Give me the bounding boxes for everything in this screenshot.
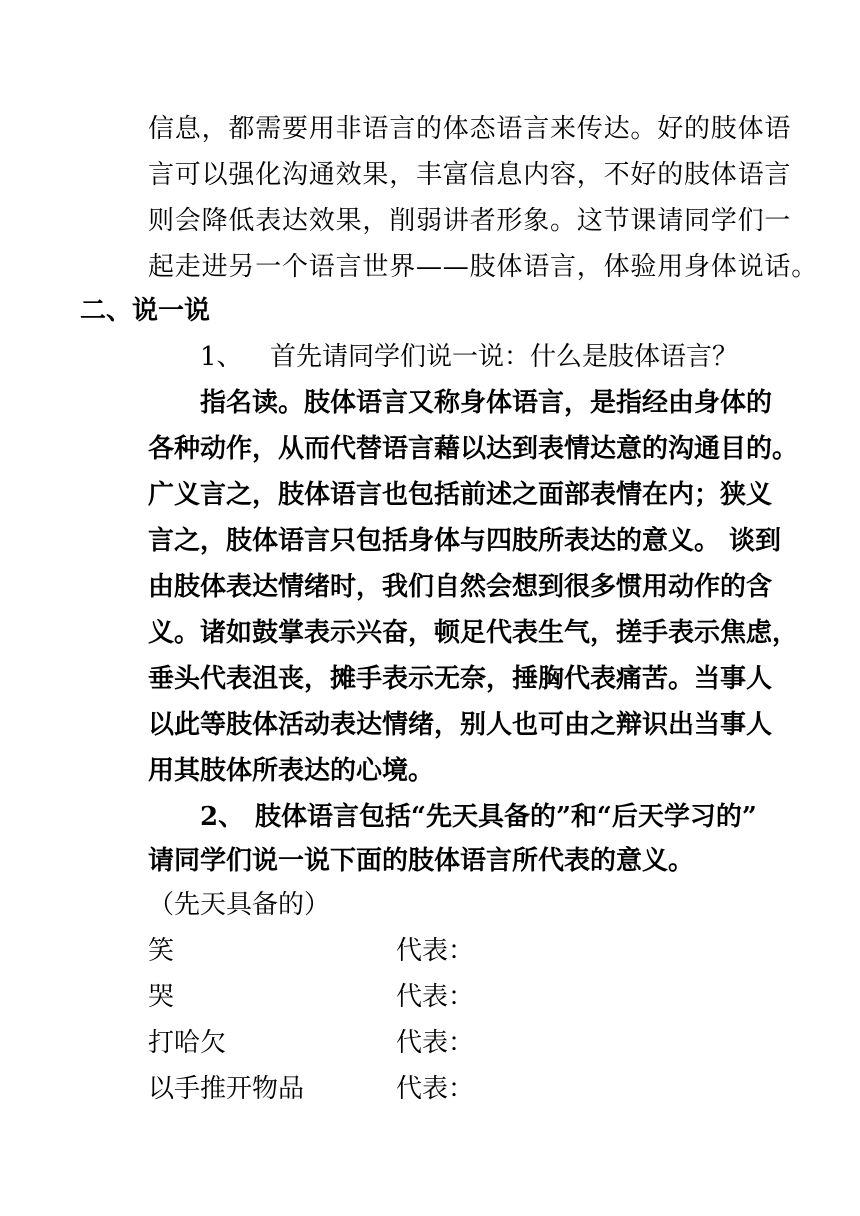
answer-line: 用其肢体所表达的心境。 (148, 756, 435, 786)
list-item (148, 1020, 474, 1066)
question-1 (200, 334, 738, 380)
meaning-label: 代表： (396, 1028, 475, 1058)
action-text: 打哈欠 (148, 1028, 227, 1058)
meaning-label: 代表： (396, 982, 475, 1012)
question-1-text: 首先请同学们说一说：什么是肢体语言？ (270, 342, 739, 372)
intro-line: 起走进另一个语言世界——肢体语言，体验用身体说话。 (148, 252, 819, 282)
intro-line: 信息，都需要用非语言的体态语言来传达。好的肢体语 (148, 114, 792, 144)
answer-line: 各种动作，从而代替语言藉以达到表情达意的沟通目的。 (148, 434, 799, 464)
section-heading: 二、说一说 (80, 296, 211, 326)
meaning-label: 代表： (396, 936, 475, 966)
question-1-number: 1、 (200, 342, 243, 372)
meaning-label: 代表： (396, 1074, 475, 1104)
action-text: 哭 (148, 982, 175, 1012)
innate-label: （先天具备的） (148, 890, 331, 920)
list-item (148, 928, 474, 974)
answer-line: 言之，肢体语言只包括身体与四肢所表达的意义。 谈到 (148, 526, 782, 556)
question-2-number: 2、 (200, 802, 245, 832)
answer-line: 义。诸如鼓掌表示兴奋，顿足代表生气，搓手表示焦虑， (148, 618, 799, 648)
answer-line: 指名读。肢体语言又称身体语言，是指经由身体的 (200, 388, 773, 418)
list-item (148, 1066, 474, 1112)
action-text: 以手推开物品 (148, 1074, 305, 1104)
list-item (148, 974, 474, 1020)
intro-line: 言可以强化沟通效果，丰富信息内容，不好的肢体语言 (148, 160, 792, 190)
intro-line: 则会降低表达效果，削弱讲者形象。这节课请同学们一 (148, 206, 792, 236)
question-2-text: 肢体语言包括“先天具备的”和“后天学习的” (255, 802, 757, 832)
question-2-line: 请同学们说一说下面的肢体语言所代表的意义。 (148, 846, 695, 876)
action-text: 笑 (148, 936, 175, 966)
answer-line: 由肢体表达情绪时，我们自然会想到很多惯用动作的含 (148, 572, 773, 602)
answer-line: 垂头代表沮丧，摊手表示无奈，捶胸代表痛苦。当事人 (148, 664, 773, 694)
question-2-line (200, 794, 757, 840)
answer-line: 广义言之，肢体语言也包括前述之面部表情在内；狭义 (148, 480, 773, 510)
answer-line: 以此等肢体活动表达情绪，别人也可由之辩识出当事人 (148, 710, 773, 740)
